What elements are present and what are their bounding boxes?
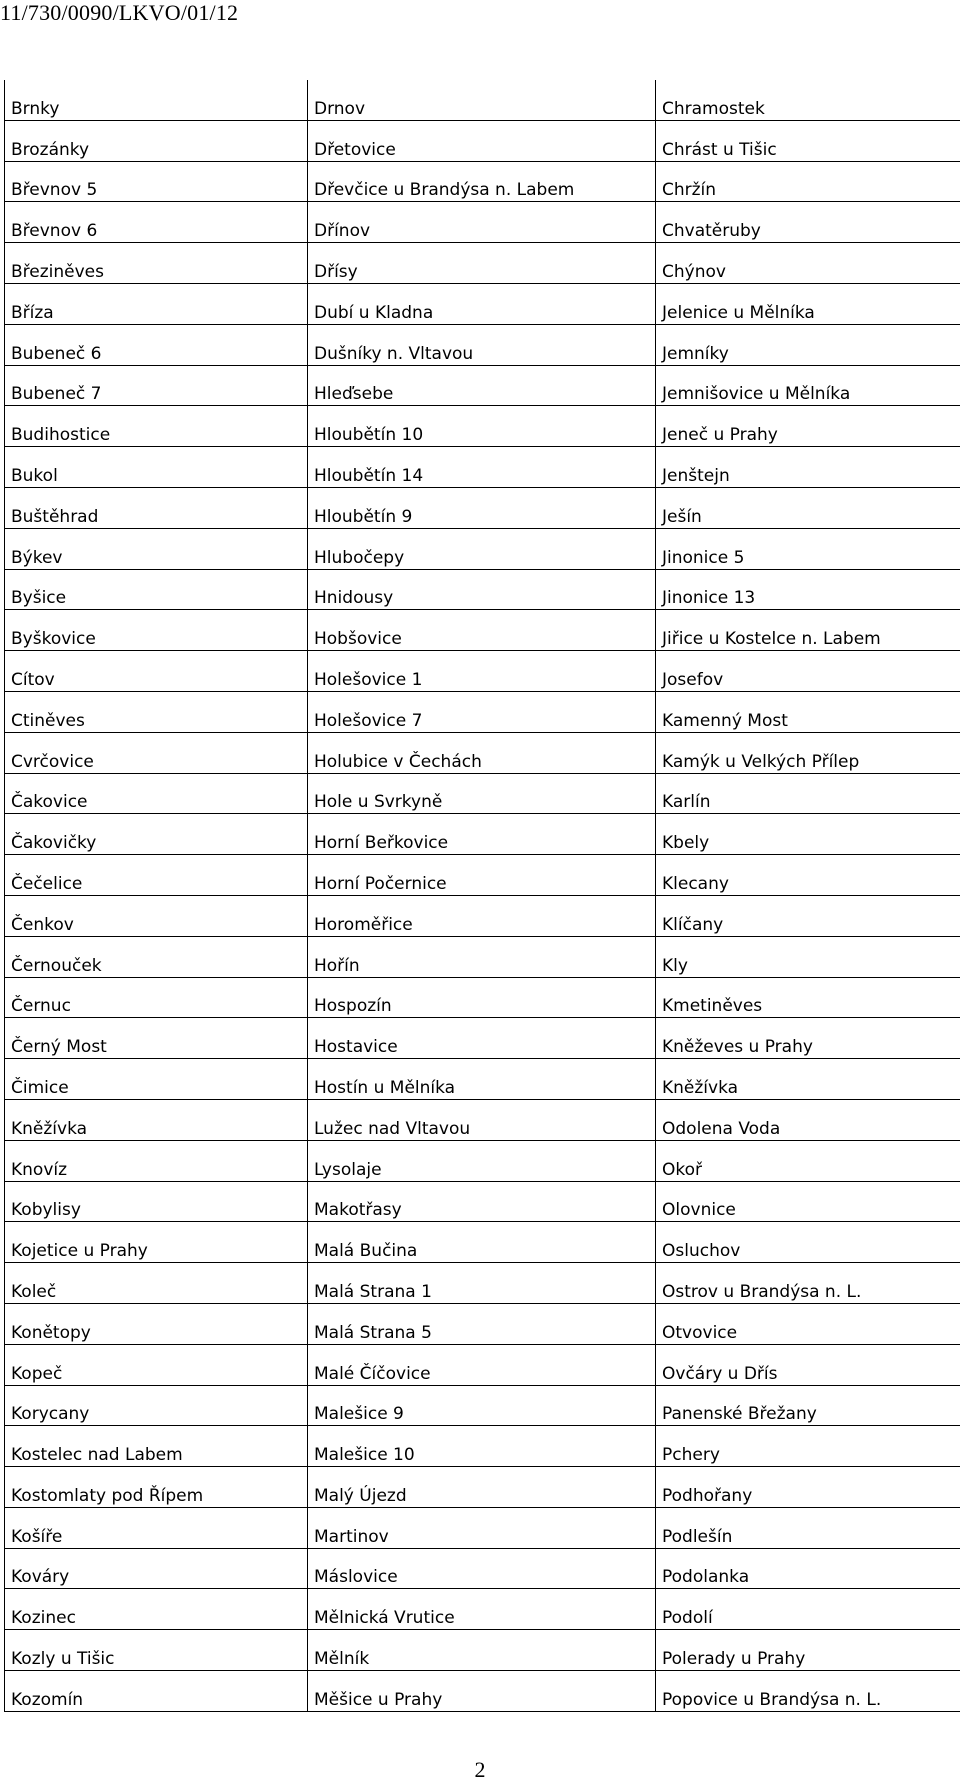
table-cell: Jemníky (656, 324, 960, 365)
table-cell: Brozánky (5, 120, 308, 161)
table-cell: Buštěhrad (5, 487, 308, 528)
table-cell: Kováry (5, 1548, 308, 1589)
table-cell: Martinov (308, 1507, 656, 1548)
table-cell: Hloubětín 10 (308, 406, 656, 447)
table-row (5, 1018, 960, 1059)
table-row (5, 651, 960, 692)
table-cell: Čečelice (5, 855, 308, 896)
table-cell: Dřetovice (308, 120, 656, 161)
table-row (5, 610, 960, 651)
table-row (5, 80, 960, 120)
table-row (5, 1385, 960, 1426)
table-cell: Brnky (5, 80, 308, 120)
table-cell: Kněžívka (656, 1059, 960, 1100)
table-cell: Kmetiněves (656, 977, 960, 1018)
table-cell: Kněžívka (5, 1099, 308, 1140)
table-row (5, 1671, 960, 1712)
table-cell: Horní Beřkovice (308, 814, 656, 855)
table-row (5, 895, 960, 936)
document-reference: 11/730/0090/LKVO/01/12 (0, 0, 239, 25)
table-cell: Jeneč u Prahy (656, 406, 960, 447)
table-cell: Černý Most (5, 1018, 308, 1059)
table-cell: Kozinec (5, 1589, 308, 1630)
table-cell: Okoř (656, 1140, 960, 1181)
table-cell: Cítov (5, 651, 308, 692)
table-row (5, 691, 960, 732)
table-cell: Otvovice (656, 1303, 960, 1344)
table-cell: Lysolaje (308, 1140, 656, 1181)
table-cell: Konětopy (5, 1303, 308, 1344)
table-cell: Čimice (5, 1059, 308, 1100)
table-cell: Chvatěruby (656, 202, 960, 243)
table-row (5, 732, 960, 773)
table-cell: Chrást u Tišic (656, 120, 960, 161)
table-cell: Bubeneč 7 (5, 365, 308, 406)
table-cell: Dřínov (308, 202, 656, 243)
table-cell: Kozomín (5, 1671, 308, 1712)
table-cell: Hobšovice (308, 610, 656, 651)
table-row (5, 855, 960, 896)
table-cell: Holubice v Čechách (308, 732, 656, 773)
table-cell: Hole u Svrkyně (308, 773, 656, 814)
table-row (5, 324, 960, 365)
table-row (5, 406, 960, 447)
table-cell: Korycany (5, 1385, 308, 1426)
table-cell: Dušníky n. Vltavou (308, 324, 656, 365)
table-cell: Popovice u Brandýsa n. L. (656, 1671, 960, 1712)
table-cell: Knovíz (5, 1140, 308, 1181)
table-cell: Dřevčice u Brandýsa n. Labem (308, 161, 656, 202)
table-cell: Malá Strana 1 (308, 1263, 656, 1304)
table-cell: Karlín (656, 773, 960, 814)
table-row (5, 1140, 960, 1181)
table-cell: Cvrčovice (5, 732, 308, 773)
table-cell: Byšice (5, 569, 308, 610)
table-row (5, 977, 960, 1018)
table-row (5, 1630, 960, 1671)
table-cell: Mělnická Vrutice (308, 1589, 656, 1630)
table-cell: Dřísy (308, 243, 656, 284)
table-cell: Kly (656, 936, 960, 977)
table-cell: Malý Újezd (308, 1467, 656, 1508)
table-cell: Odolena Voda (656, 1099, 960, 1140)
table-row (5, 1344, 960, 1385)
table-cell: Bukol (5, 447, 308, 488)
table-row (5, 1467, 960, 1508)
table-row (5, 773, 960, 814)
table-cell: Hostín u Mělníka (308, 1059, 656, 1100)
table-cell: Klíčany (656, 895, 960, 936)
table-cell: Malé Číčovice (308, 1344, 656, 1385)
table-cell: Koleč (5, 1263, 308, 1304)
table-row (5, 243, 960, 284)
table-cell: Pchery (656, 1426, 960, 1467)
table-cell: Košíře (5, 1507, 308, 1548)
table-cell: Máslovice (308, 1548, 656, 1589)
table-cell: Hostavice (308, 1018, 656, 1059)
table-cell: Černouček (5, 936, 308, 977)
page-number: 2 (474, 1757, 486, 1782)
table-cell: Kněževes u Prahy (656, 1018, 960, 1059)
table-row (5, 528, 960, 569)
table-cell: Chýnov (656, 243, 960, 284)
table-cell: Chržín (656, 161, 960, 202)
table-cell: Břevnov 5 (5, 161, 308, 202)
table-row (5, 120, 960, 161)
table-cell: Podlešín (656, 1507, 960, 1548)
table-cell: Hloubětín 9 (308, 487, 656, 528)
table-cell: Kostelec nad Labem (5, 1426, 308, 1467)
table-row (5, 1222, 960, 1263)
table-row (5, 1181, 960, 1222)
table-row (5, 1548, 960, 1589)
table-cell: Klecany (656, 855, 960, 896)
table-row (5, 447, 960, 488)
table-cell: Kbely (656, 814, 960, 855)
table-cell: Malešice 10 (308, 1426, 656, 1467)
table-cell: Jemnišovice u Mělníka (656, 365, 960, 406)
table-row (5, 1507, 960, 1548)
table-cell: Hnidousy (308, 569, 656, 610)
table-cell: Břevnov 6 (5, 202, 308, 243)
table-cell: Malešice 9 (308, 1385, 656, 1426)
table-cell: Josefov (656, 651, 960, 692)
table-cell: Čakovičky (5, 814, 308, 855)
table-row (5, 1426, 960, 1467)
table-cell: Dubí u Kladna (308, 283, 656, 324)
table-row (5, 1059, 960, 1100)
table-cell: Panenské Břežany (656, 1385, 960, 1426)
table-row (5, 814, 960, 855)
table-cell: Jinonice 5 (656, 528, 960, 569)
table-cell: Chramostek (656, 80, 960, 120)
table-cell: Hlubočepy (308, 528, 656, 569)
table-cell: Polerady u Prahy (656, 1630, 960, 1671)
table-row (5, 1589, 960, 1630)
table-cell: Hořín (308, 936, 656, 977)
table-cell: Kostomlaty pod Řípem (5, 1467, 308, 1508)
table-row (5, 202, 960, 243)
table-cell: Hleďsebe (308, 365, 656, 406)
table-row (5, 569, 960, 610)
table-cell: Podhořany (656, 1467, 960, 1508)
table-cell: Holešovice 7 (308, 691, 656, 732)
table-cell: Kopeč (5, 1344, 308, 1385)
table-cell: Černuc (5, 977, 308, 1018)
table-cell: Bubeneč 6 (5, 324, 308, 365)
table-row (5, 936, 960, 977)
table-cell: Býkev (5, 528, 308, 569)
table-cell: Drnov (308, 80, 656, 120)
table-cell: Makotřasy (308, 1181, 656, 1222)
table-cell: Hospozín (308, 977, 656, 1018)
table-cell: Kamýk u Velkých Přílep (656, 732, 960, 773)
table-row (5, 1099, 960, 1140)
table-row (5, 1303, 960, 1344)
table-row (5, 365, 960, 406)
table-cell: Holešovice 1 (308, 651, 656, 692)
table-cell: Kozly u Tišic (5, 1630, 308, 1671)
table-cell: Horní Počernice (308, 855, 656, 896)
table-cell: Měšice u Prahy (308, 1671, 656, 1712)
table-cell: Osluchov (656, 1222, 960, 1263)
table-cell: Kojetice u Prahy (5, 1222, 308, 1263)
table-row (5, 283, 960, 324)
locality-table (4, 80, 960, 1712)
table-cell: Jinonice 13 (656, 569, 960, 610)
table-cell: Malá Strana 5 (308, 1303, 656, 1344)
table-cell: Ješín (656, 487, 960, 528)
table-cell: Březiněves (5, 243, 308, 284)
table-cell: Byškovice (5, 610, 308, 651)
table-cell: Kobylisy (5, 1181, 308, 1222)
table-cell: Jenštejn (656, 447, 960, 488)
table-cell: Ostrov u Brandýsa n. L. (656, 1263, 960, 1304)
table-cell: Malá Bučina (308, 1222, 656, 1263)
table-cell: Ovčáry u Dřís (656, 1344, 960, 1385)
table-cell: Olovnice (656, 1181, 960, 1222)
table-cell: Jelenice u Mělníka (656, 283, 960, 324)
table-cell: Čakovice (5, 773, 308, 814)
table-cell: Podolí (656, 1589, 960, 1630)
table-cell: Čenkov (5, 895, 308, 936)
table-cell: Budihostice (5, 406, 308, 447)
table-cell: Horoměřice (308, 895, 656, 936)
table-cell: Podolanka (656, 1548, 960, 1589)
table-row (5, 1263, 960, 1304)
table-cell: Ctiněves (5, 691, 308, 732)
table-cell: Mělník (308, 1630, 656, 1671)
table-cell: Hloubětín 14 (308, 447, 656, 488)
table-cell: Lužec nad Vltavou (308, 1099, 656, 1140)
table-row (5, 487, 960, 528)
table-cell: Jiřice u Kostelce n. Labem (656, 610, 960, 651)
table-cell: Bříza (5, 283, 308, 324)
table-row (5, 161, 960, 202)
table-cell: Kamenný Most (656, 691, 960, 732)
locality-table-body (5, 80, 960, 1711)
